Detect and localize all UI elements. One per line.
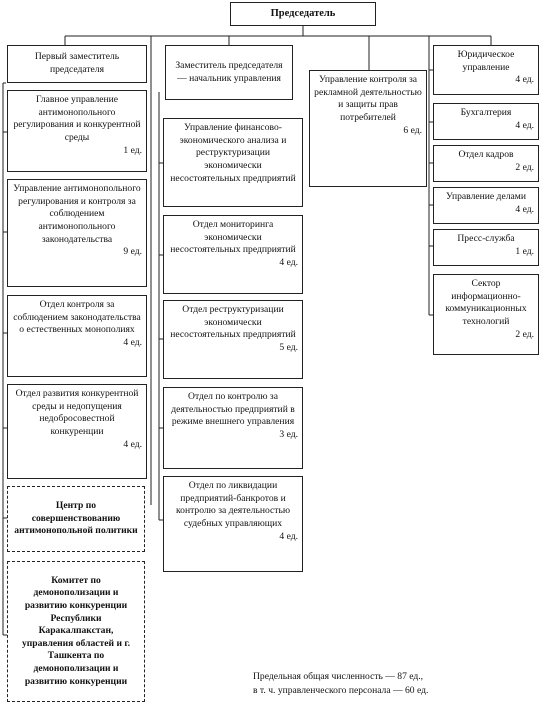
unit-count: 3 ед. (279, 428, 298, 440)
unit-title: Отдел по ликвидации предприятий-банкротов и контролю за деятельностью судебных управляющих (175, 480, 290, 529)
unit-count: 2 ед. (515, 161, 534, 173)
unit-title: Отдел развития конкурентной среды и недопущения недобросовестной конкуренции (15, 388, 139, 437)
unit-title: Управление контроля за рекламной деятельностью и защиты прав потребителей (314, 74, 422, 123)
staff-limit-note (253, 670, 428, 698)
unit-count: 1 ед. (123, 144, 142, 156)
unit-title: Отдел по контролю за деятельностью предприятий в режиме внешнего управления (171, 391, 295, 428)
deputy-head-box (165, 45, 293, 100)
right-unit-box (433, 145, 539, 182)
unit-title: Отдел контроля за соблюдением законодательства о естественных монополиях (13, 299, 141, 336)
center-label: Центр по совершенствованию антимонопольной политики (14, 500, 138, 537)
unit-count: 9 ед. (123, 246, 142, 258)
middle-unit-box (163, 215, 303, 294)
unit-title: Юридическое управление (457, 49, 515, 73)
right-unit-box (433, 229, 539, 266)
unit-count: 5 ед. (279, 341, 298, 353)
unit-title: Управление делами (446, 191, 526, 202)
unit-title: Главное управление антимонопольного регулирования и конкурентной среды (13, 94, 141, 143)
left-unit-box (7, 179, 147, 287)
unit-count: 4 ед. (123, 336, 142, 348)
right-unit-box (433, 187, 539, 224)
chairman-label: Председатель (270, 8, 336, 20)
first-deputy-label: Первый заместитель председателя (34, 51, 120, 75)
deputy-head-label: Заместитель председателя — начальник управления (175, 59, 283, 84)
first-deputy-box (7, 45, 147, 83)
advertising-control-box (309, 70, 427, 187)
unit-count: 1 ед. (515, 245, 534, 257)
unit-count: 4 ед. (279, 530, 298, 542)
middle-unit-box (163, 118, 303, 207)
unit-title: Управление антимонопольного регулирования и контроля за соблюдением антимонопольного законодательства (13, 183, 141, 245)
left-unit-box (7, 295, 147, 377)
unit-title: Отдел мониторинга экономически несостоятельных предприятий (170, 219, 296, 256)
left-unit-box (7, 90, 147, 172)
right-unit-box (433, 274, 539, 355)
center-box (7, 486, 145, 552)
right-unit-box (433, 45, 539, 95)
unit-count: 4 ед. (515, 203, 534, 215)
unit-count: 4 ед. (123, 438, 142, 450)
unit-count: 4 ед. (279, 256, 298, 268)
middle-unit-box (163, 300, 303, 379)
middle-unit-box (163, 476, 303, 572)
right-unit-box (433, 103, 539, 140)
staff-limit-line: в т. ч. управленческого персонала — 60 ед. (253, 684, 429, 696)
middle-unit-box (163, 387, 303, 469)
chairman-box (230, 2, 376, 26)
unit-title: Бухгалтерия (460, 107, 512, 118)
staff-limit-line: Предельная общая численность — 87 ед., (253, 671, 424, 682)
committee-label: Комитет по демонополизации и развитию конкуренции Республики Каракалпакстан, управления областей и г. Ташкента по демонополизации и развитию конкуренции (21, 574, 131, 687)
committee-box (7, 561, 145, 702)
unit-count: 2 ед. (515, 328, 534, 340)
left-unit-box (7, 384, 147, 479)
unit-title: Пресс-служба (457, 233, 515, 244)
unit-title: Отдел кадров (458, 149, 514, 160)
unit-count: 4 ед. (515, 119, 534, 131)
unit-count: 6 ед. (403, 124, 422, 136)
unit-title: Сектор информационно-коммуникационных технологий (445, 278, 527, 327)
unit-count: 4 ед. (515, 74, 534, 86)
unit-title: Отдел реструктуризации экономически несостоятельных предприятий (170, 304, 296, 341)
unit-title: Управление финансово-экономического анализа и реструктуризации экономически несостоятельных предприятий (170, 122, 296, 184)
